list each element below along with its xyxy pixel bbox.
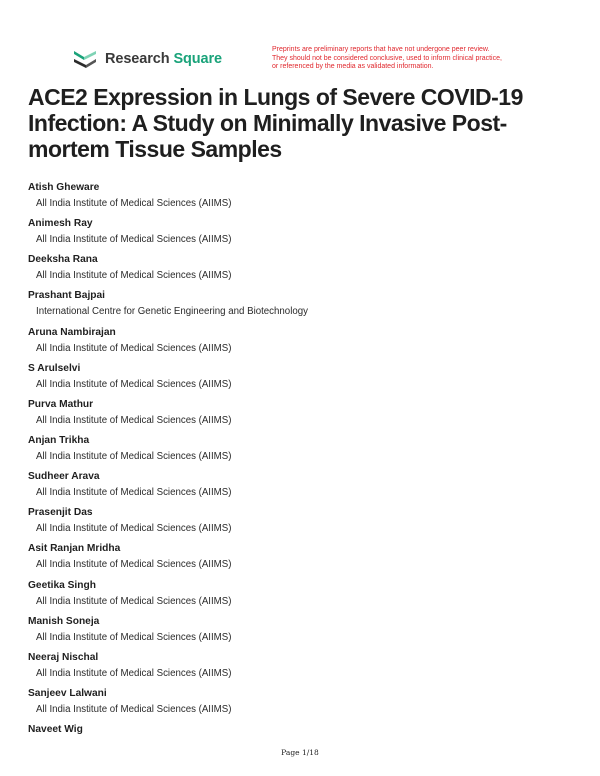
page-header: [74, 46, 544, 78]
author-affiliation: All India Institute of Medical Sciences (AIIMS): [36, 378, 232, 390]
author-entry: [28, 289, 573, 325]
logo-wordmark: [105, 51, 222, 67]
preprint-disclaimer: [272, 46, 544, 72]
author-name[interactable]: Asit Ranjan Mridha: [28, 543, 121, 555]
disclaimer-line: or referenced by the media as validated information.: [272, 63, 434, 71]
author-entry: [28, 326, 573, 362]
author-name[interactable]: Atish Gheware: [28, 182, 100, 193]
author-entry: [28, 470, 573, 506]
author-affiliation: All India Institute of Medical Sciences (AIIMS): [36, 342, 232, 354]
author-affiliation: All India Institute of Medical Sciences (AIIMS): [36, 487, 232, 499]
logo-word-research: Research: [105, 51, 170, 67]
author-affiliation: All India Institute of Medical Sciences (AIIMS): [36, 270, 232, 282]
paper-title: ACE2 Expression in Lungs of Severe COVID-19 Infection: A Study on Minimally Invasive Post-mortem Tissue Samples: [28, 84, 523, 162]
author-name[interactable]: Animesh Ray: [28, 218, 93, 230]
author-entry: [28, 362, 573, 398]
author-entry: [28, 506, 573, 542]
author-affiliation: International Centre for Genetic Engineering and Biotechnology: [36, 306, 308, 318]
author-affiliation: All India Institute of Medical Sciences (AIIMS): [36, 450, 232, 462]
author-name[interactable]: Prasenjit Das: [28, 507, 93, 519]
author-entry: [28, 579, 573, 615]
author-affiliation: All India Institute of Medical Sciences (AIIMS): [36, 234, 232, 246]
author-affiliation: All India Institute of Medical Sciences (AIIMS): [36, 559, 232, 571]
author-name[interactable]: Sanjeev Lalwani: [28, 687, 107, 699]
logo-word-square: Square: [173, 51, 222, 67]
author-affiliation: All India Institute of Medical Sciences (AIIMS): [36, 703, 232, 715]
author-name[interactable]: Aruna Nambirajan: [28, 326, 116, 338]
author-entry: [28, 687, 573, 723]
author-name[interactable]: Geetika Singh: [28, 579, 96, 591]
author-affiliation: All India Institute of Medical Sciences (AIIMS): [36, 631, 232, 643]
author-entry: [28, 253, 573, 289]
author-entry: [28, 398, 573, 434]
author-name[interactable]: Anjan Trikha: [28, 434, 90, 446]
author-name[interactable]: Deeksha Rana: [28, 254, 98, 266]
author-entry: [28, 217, 573, 253]
author-affiliation: All India Institute of Medical Sciences (AIIMS): [36, 198, 232, 209]
author-entry: [28, 651, 573, 687]
research-square-logo[interactable]: [74, 48, 222, 70]
author-entry: [28, 434, 573, 470]
disclaimer-line: They should not be considered conclusive, used to inform clinical practice,: [272, 54, 502, 62]
author-entry: [28, 615, 573, 651]
author-name[interactable]: Manish Soneja: [28, 615, 100, 627]
disclaimer-line: Preprints are preliminary reports that have not undergone peer review.: [272, 46, 490, 53]
author-list: [28, 181, 573, 759]
page-number: Page 1/18: [281, 748, 319, 757]
author-name[interactable]: Neeraj Nischal: [28, 651, 99, 663]
author-name[interactable]: Sudheer Arava: [28, 471, 100, 483]
author-name[interactable]: Prashant Bajpai: [28, 290, 105, 302]
author-name[interactable]: Naveet Wig: [28, 724, 83, 736]
author-name[interactable]: Purva Mathur: [28, 398, 94, 410]
author-affiliation: All India Institute of Medical Sciences (AIIMS): [36, 595, 232, 607]
author-affiliation: All India Institute of Medical Sciences (AIIMS): [36, 414, 232, 426]
author-name[interactable]: S Arulselvi: [28, 362, 81, 374]
research-square-logo-icon: [74, 48, 98, 70]
author-affiliation: All India Institute of Medical Sciences (AIIMS): [36, 523, 232, 535]
author-entry: [28, 181, 573, 217]
author-entry: [28, 542, 573, 578]
author-affiliation: All India Institute of Medical Sciences (AIIMS): [36, 667, 232, 679]
